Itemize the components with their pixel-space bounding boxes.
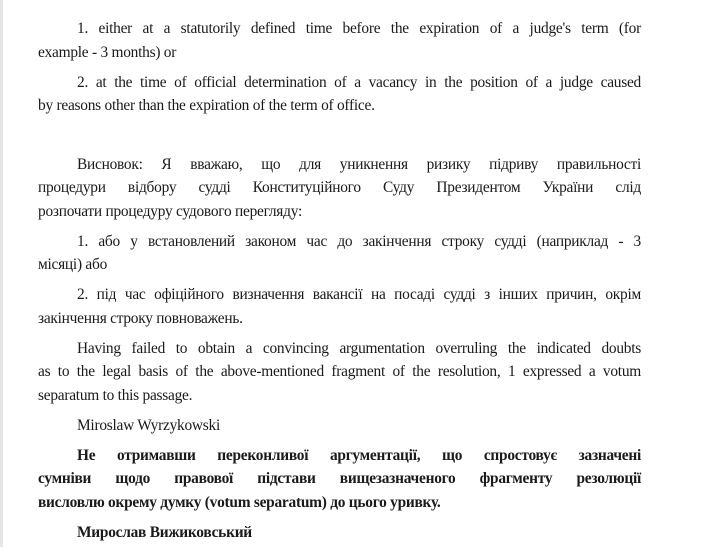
text-line: висловлю окрему думку (votum separatum) до цього уривку. <box>38 493 441 511</box>
text-line: Having failed to obtain a convincing argumentation overruling the indicated doubts <box>77 339 641 357</box>
text-line: separatum to this passage. <box>38 386 193 404</box>
text-line: 2. at the time of official determination of a vacancy in the position of a judge caused <box>77 73 641 91</box>
conclusion-uk <box>38 153 641 224</box>
signature-en <box>38 414 641 438</box>
votum-separatum-uk <box>38 444 641 515</box>
document-page <box>38 17 641 551</box>
text-line: Не отримавши переконливої аргументації, що спростовує зазначені <box>77 446 641 464</box>
text-line: by reasons other than the expiration of the term of office. <box>38 97 375 114</box>
list-item-uk-2 <box>38 283 641 330</box>
text-line: 1. або у встановлений законом час до закінчення строку судді (наприклад - 3 <box>77 232 641 250</box>
list-item-uk-1 <box>38 230 641 277</box>
text-line: процедури відбору судді Конституційного Суду Президентом України слід <box>38 179 641 196</box>
list-item-en-1 <box>38 17 641 64</box>
text-line: сумніви щодо правової підстави вищезазначеного фрагменту резолюції <box>38 470 641 487</box>
text-line: as to the legal basis of the above-mentioned fragment of the resolution, 1 expressed a votum <box>38 363 641 380</box>
text-line: місяці) або <box>38 256 108 273</box>
page-edge <box>0 0 3 547</box>
text-line: розпочати процедуру судового перегляду: <box>38 202 302 220</box>
text-line: закінчення строку повноважень. <box>38 309 243 327</box>
text-line: 1. either at a statutorily defined time before the expiration of a judge's term (for <box>77 20 641 37</box>
signature-uk <box>38 521 641 545</box>
text-line: Висновок: Я вважаю, що для уникнення ризику підриву правильності <box>77 155 641 173</box>
text-line: 2. під час офіційного визначення вакансії на посаді судді з інших причин, окрім <box>77 286 641 303</box>
text-line: Мирослав Вижиковський <box>77 523 252 541</box>
text-line: example - 3 months) or <box>38 43 177 61</box>
text-line: Miroslaw Wyrzykowski <box>77 416 220 434</box>
list-item-en-2 <box>38 71 641 118</box>
votum-separatum-en <box>38 337 641 408</box>
